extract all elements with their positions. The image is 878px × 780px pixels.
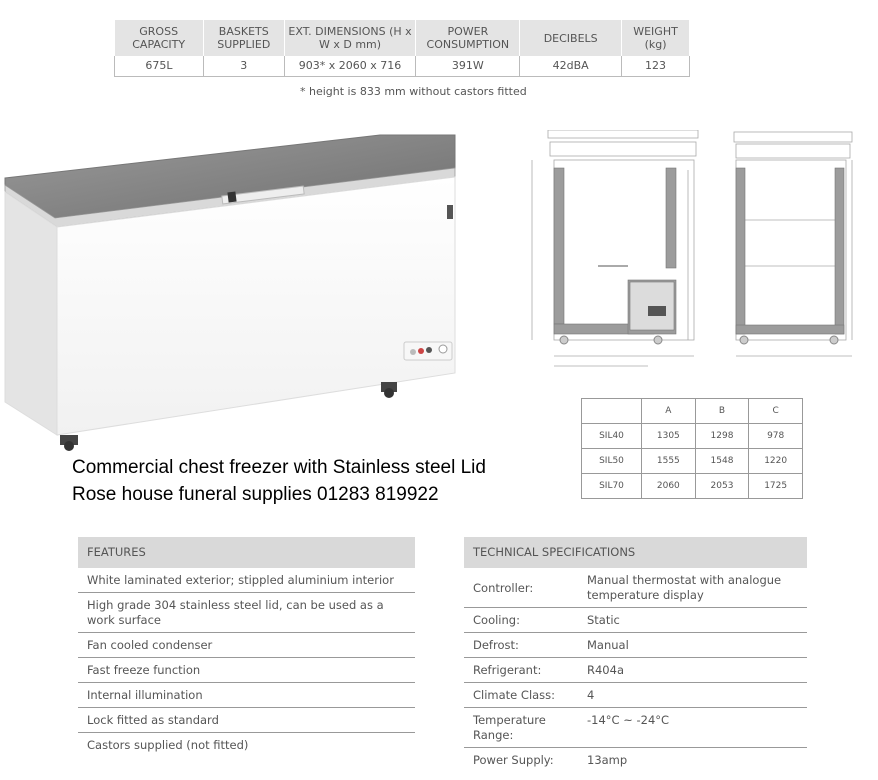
tech-row — [464, 658, 807, 683]
features-heading: FEATURES — [78, 537, 415, 568]
dimension-row — [582, 424, 803, 449]
tech-value: Manual thermostat with analogue temperature display — [587, 573, 782, 602]
spec-header-row — [115, 20, 690, 56]
spec-value: 3 — [203, 56, 284, 76]
height-footnote: * height is 833 mm without castors fitted — [300, 85, 527, 98]
spec-header: GROSS CAPACITY — [115, 20, 204, 56]
feature-item: Lock fitted as standard — [78, 708, 415, 733]
dimension-cell: 1555 — [642, 449, 696, 474]
dimension-row — [582, 449, 803, 474]
dimension-header: C — [749, 399, 803, 424]
spec-header: BASKETS SUPPLIED — [203, 20, 284, 56]
spec-value: 675L — [115, 56, 204, 76]
tech-value: 13amp — [587, 753, 628, 767]
tech-row — [464, 608, 807, 633]
dimension-cell: 2053 — [695, 474, 749, 499]
tech-row — [464, 683, 807, 708]
dimension-cell: SIL50 — [582, 449, 642, 474]
tech-row — [464, 708, 807, 748]
dimension-cell: 1220 — [749, 449, 803, 474]
technical-heading: TECHNICAL SPECIFICATIONS — [464, 537, 807, 568]
caption-title: Commercial chest freezer with Stainless steel Lid — [72, 457, 486, 478]
dimension-cell: 1725 — [749, 474, 803, 499]
tech-value: -14°C ~ -24°C — [587, 713, 670, 727]
tech-label: Defrost: — [473, 638, 519, 652]
spec-header: POWER CONSUMPTION — [416, 20, 520, 56]
tech-value: Manual — [587, 638, 629, 652]
spec-value-row — [115, 56, 690, 76]
chest-freezer-image — [0, 130, 470, 452]
feature-item: Fan cooled condenser — [78, 633, 415, 658]
feature-item: Fast freeze function — [78, 658, 415, 683]
tech-value: R404a — [587, 663, 624, 677]
dimension-header: B — [695, 399, 749, 424]
dimension-table — [581, 398, 803, 499]
spec-value: 391W — [416, 56, 520, 76]
features-panel — [78, 537, 415, 757]
tech-label: Refrigerant: — [473, 663, 542, 677]
spec-header: WEIGHT (kg) — [622, 20, 690, 56]
dimension-header: A — [642, 399, 696, 424]
feature-item: High grade 304 stainless steel lid, can be used as a work surface — [78, 593, 415, 633]
feature-item: White laminated exterior; stippled aluminium interior — [78, 568, 415, 593]
spec-value: 42dBA — [520, 56, 622, 76]
feature-item: Castors supplied (not fitted) — [87, 738, 249, 752]
technical-drawing — [518, 130, 860, 378]
tech-label: Power Supply: — [473, 753, 554, 767]
spec-header: DECIBELS — [520, 20, 622, 56]
dimension-cell: 1548 — [695, 449, 749, 474]
tech-row — [464, 748, 807, 772]
tech-row — [464, 568, 807, 608]
dimension-cell: SIL40 — [582, 424, 642, 449]
feature-item: Internal illumination — [78, 683, 415, 708]
tech-label: Temperature Range: — [473, 713, 546, 742]
spec-header: EXT. DIMENSIONS (H x W x D mm) — [284, 20, 416, 56]
dimension-cell: 1305 — [642, 424, 696, 449]
spec-value: 123 — [622, 56, 690, 76]
dimension-cell: 2060 — [642, 474, 696, 499]
tech-label: Climate Class: — [473, 688, 556, 702]
tech-label: Cooling: — [473, 613, 520, 627]
spec-table — [114, 20, 690, 77]
spec-value: 903* x 2060 x 716 — [284, 56, 416, 76]
tech-value: Static — [587, 613, 620, 627]
dimension-header — [582, 399, 642, 424]
dimension-cell: SIL70 — [582, 474, 642, 499]
tech-label: Controller: — [473, 580, 534, 595]
tech-value: 4 — [587, 688, 595, 702]
technical-panel — [464, 537, 807, 772]
dimension-header-row — [582, 399, 803, 424]
tech-row — [464, 633, 807, 658]
dimension-row — [582, 474, 803, 499]
dimension-cell: 1298 — [695, 424, 749, 449]
caption-contact: Rose house funeral supplies 01283 819922 — [72, 484, 439, 505]
dimension-cell: 978 — [749, 424, 803, 449]
